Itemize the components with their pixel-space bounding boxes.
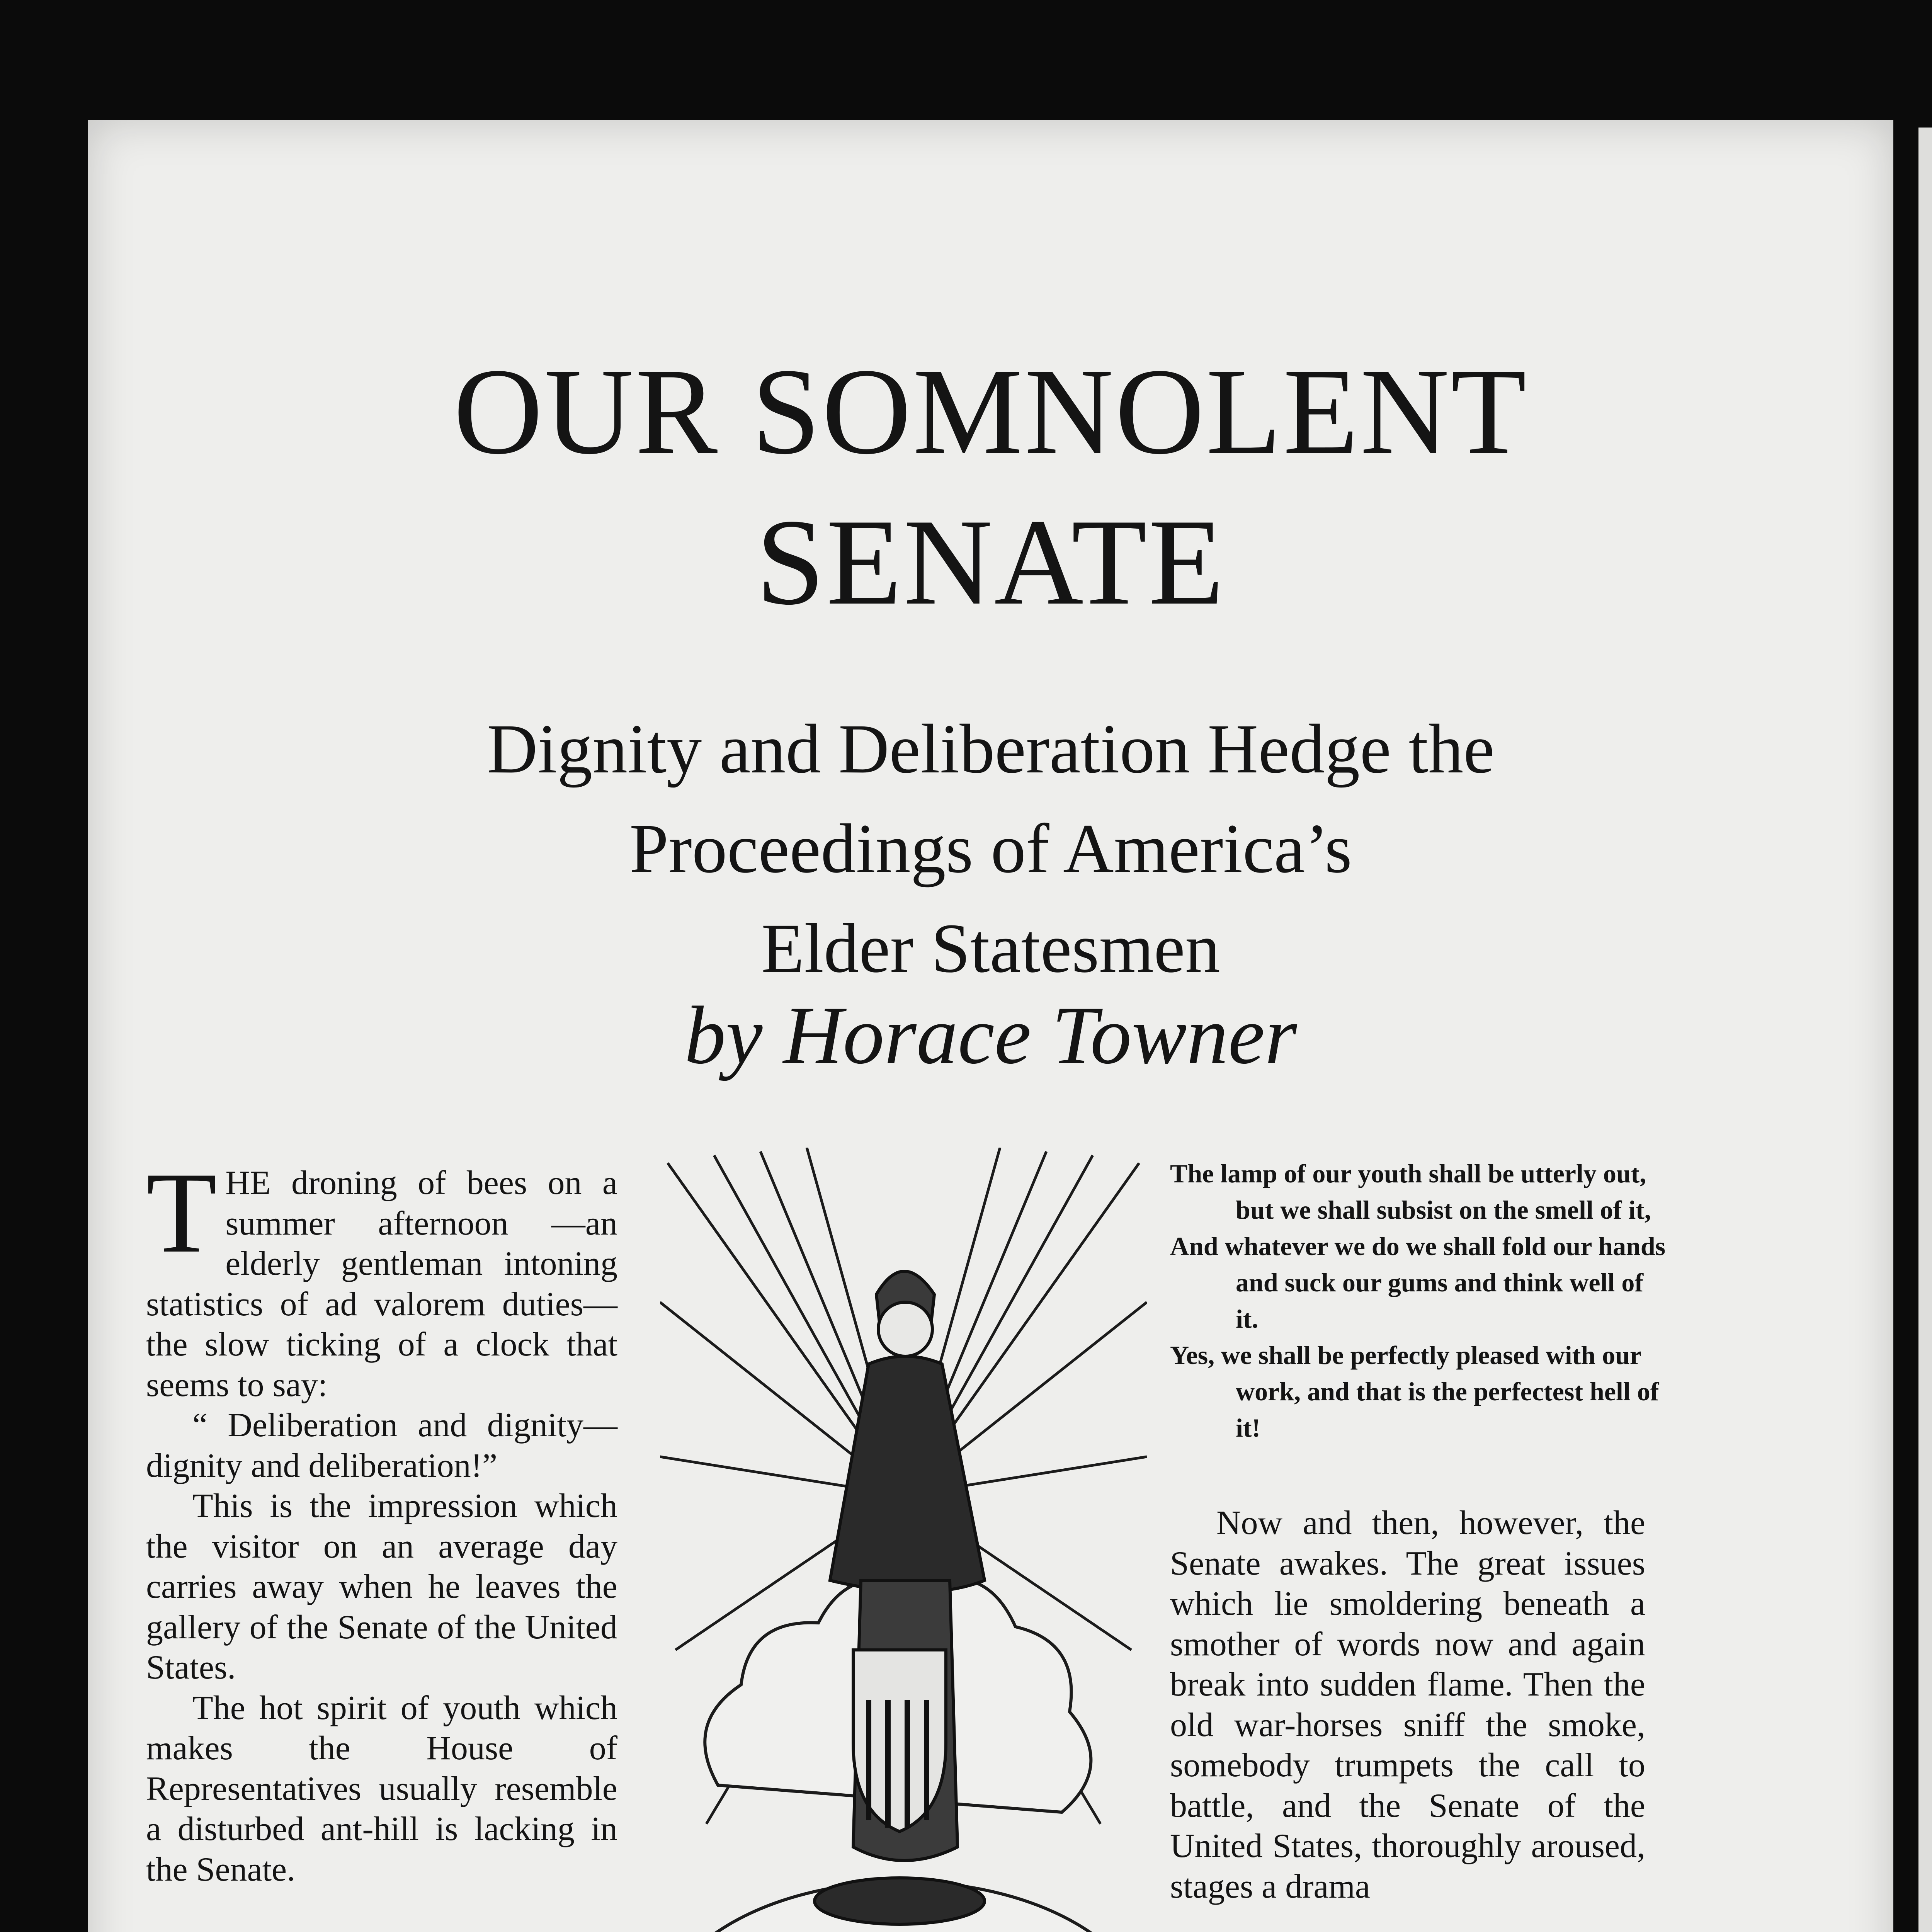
paragraph: THE droning of bees on a summer afternoon —an elderly gentleman intoning statistics of ad valorem duties—the slow ticking of a clock that seems to say: [146, 1148, 617, 1404]
left-column [146, 1148, 617, 1890]
article-subtitle: Dignity and Deliberation Hedge the Proceedings of America’s Elder Statesmen [487, 710, 1495, 987]
poem-line: Yes, we shall be perfectly pleased with our work, and that is the perfectest hell of it! [1170, 1340, 1659, 1442]
article-byline: by Horace Towner [684, 990, 1297, 1081]
article-title: OUR SOMNOLENT SENATE [453, 343, 1528, 631]
poem-line: The lamp of our youth shall be utterly out, but we shall subsist on the smell of it, [1170, 1159, 1651, 1225]
paragraph: The hot spirit of youth which makes the House of Representatives usually resemble a disturbed ant-hill is lacking in the Senate. [146, 1689, 617, 1888]
magazine-page [88, 120, 1893, 1932]
poem-line: And whatever we do we shall fold our hands and suck our gums and think well of it. [1170, 1231, 1666, 1333]
poem-excerpt [1170, 1155, 1668, 1446]
right-column [1170, 1503, 1645, 1907]
paragraph: Now and then, however, the Senate awakes. The great issues which lie smoldering beneath a smother of words now and again break into sudden flame. Then the old war-horses sniff the smoke, somebody trumpets the call to battle, and the Senate of the United States, thoroughly aroused, stages a drama [1170, 1504, 1645, 1905]
next-page-edge [1918, 128, 1932, 1932]
paragraph: This is the impression which the visitor on an average day carries away when he leaves the gallery of the Senate of the United States. [146, 1487, 617, 1686]
paragraph: “ Deliberation and dignity—dignity and deliberation!” [146, 1406, 617, 1485]
columbia-shield-illustration-icon [660, 1148, 1147, 1932]
